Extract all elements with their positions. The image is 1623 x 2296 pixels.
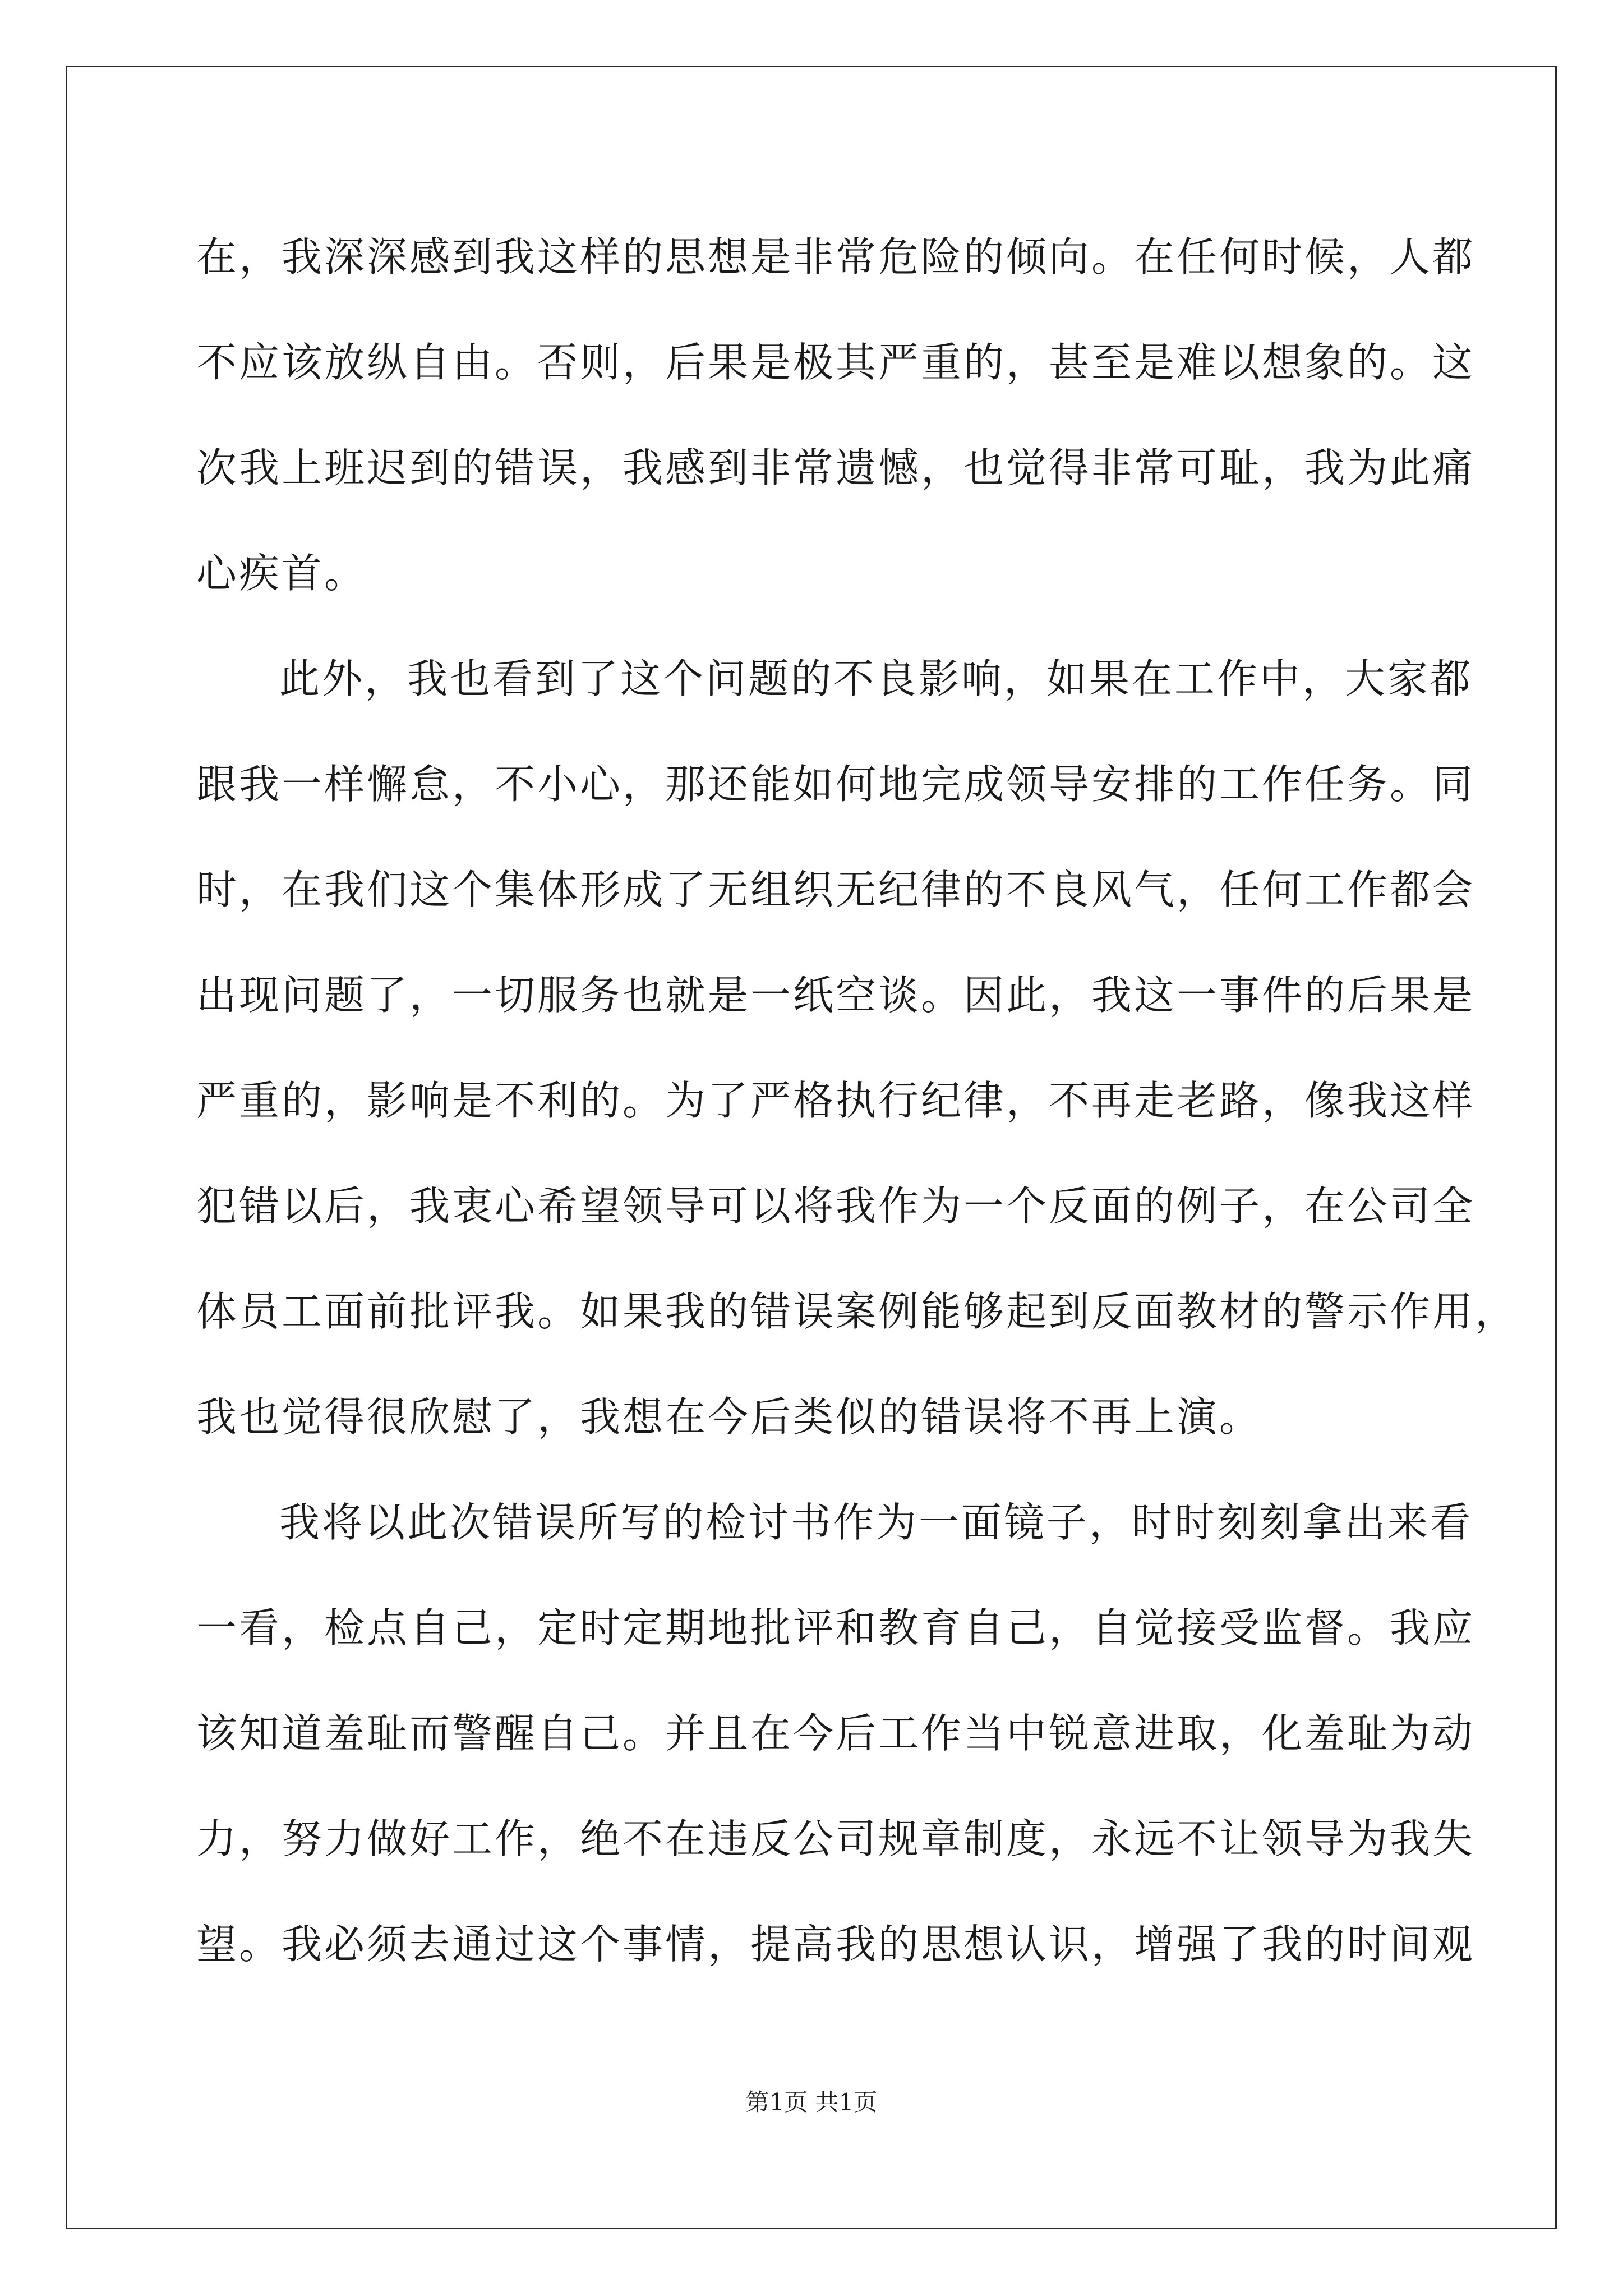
text-line: 心疾首。: [196, 550, 367, 597]
text-line: 跟我一样懈怠，不小心，那还能如何地完成领导安排的工作任务。同: [196, 761, 1476, 808]
text-line: 望。我必须去通过这个事情，提高我的思想认识，增强了我的时间观: [196, 1921, 1476, 1968]
document-body: [196, 220, 1518, 2013]
text-line: 一看，检点自己，定时定期地批评和教育自己，自觉接受监督。我应: [196, 1604, 1476, 1651]
text-line: 体员工面前批评我。如果我的错误案例能够起到反面教材的警示作用，: [196, 1288, 1518, 1335]
text-line: 时，在我们这个集体形成了无组织无纪律的不良风气，任何工作都会: [196, 866, 1476, 913]
text-line: 严重的，影响是不利的。为了严格执行纪律，不再走老路，像我这样: [196, 1077, 1476, 1124]
paragraph-start-line: 此外，我也看到了这个问题的不良影响，如果在工作中，大家都: [279, 655, 1473, 702]
text-line: 该知道羞耻而警醒自己。并且在今后工作当中锐意进取，化羞耻为动: [196, 1710, 1476, 1757]
text-line: 我也觉得很欣慰了，我想在今后类似的错误将不再上演。: [196, 1393, 1262, 1441]
text-line: 次我上班迟到的错误，我感到非常遗憾，也觉得非常可耻，我为此痛: [196, 444, 1476, 491]
text-line: 力，努力做好工作，绝不在违反公司规章制度，永远不让领导为我失: [196, 1815, 1476, 1862]
page-number-footer: 第1页 共1页: [745, 2088, 878, 2116]
text-line: 犯错以后，我衷心希望领导可以将我作为一个反面的例子，在公司全: [196, 1182, 1476, 1230]
paragraph-start-line: 我将以此次错误所写的检讨书作为一面镜子，时时刻刻拿出来看: [279, 1499, 1473, 1546]
text-line: 在，我深深感到我这样的思想是非常危险的倾向。在任何时候，人都: [196, 233, 1476, 280]
text-line: 不应该放纵自由。否则，后果是极其严重的，甚至是难以想象的。这: [196, 339, 1476, 386]
text-line: 出现问题了，一切服务也就是一纸空谈。因此，我这一事件的后果是: [196, 972, 1476, 1019]
